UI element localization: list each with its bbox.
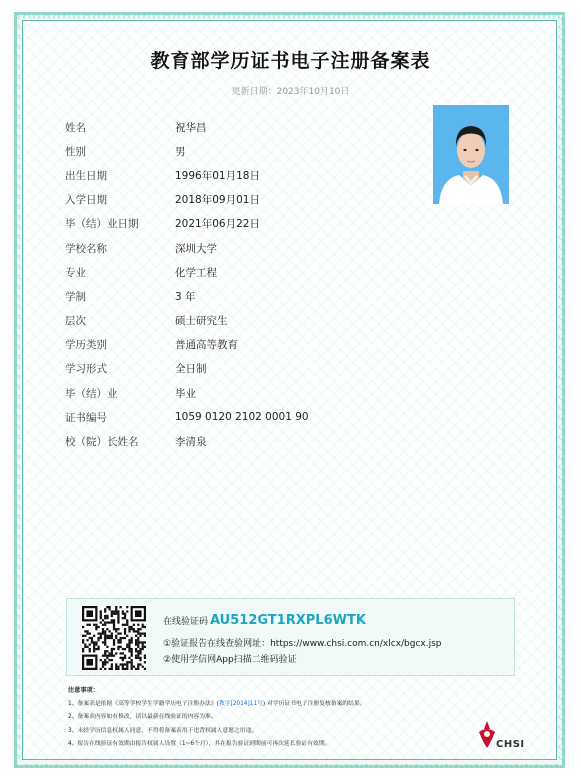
field-row-graduation-status — [65, 381, 309, 405]
notes-title: 注意事项： — [68, 687, 99, 694]
note-item-4: 4、报告在线验证有效期由报告权属人设置（1~6个月），其在报告验证到期前可再次延长验证有效期。 — [68, 741, 331, 747]
field-value: 硕士研究生 — [175, 315, 228, 328]
note-text: 1、备案表是依据《高等学校学生学籍学历电子注册办法》( — [68, 700, 219, 707]
field-label: 姓名 — [65, 121, 86, 134]
field-row-name — [65, 115, 309, 139]
field-value: 2021年06月22日 — [175, 218, 260, 231]
field-value: 毕业 — [175, 387, 196, 400]
field-label: 入学日期 — [65, 194, 107, 207]
field-value: 祝华昌 — [175, 121, 207, 134]
note-text: ) 对学历证书电子注册复核备案的结果。 — [262, 700, 366, 707]
note-item-2: 2、备案表内容如有修改，请以最新在线验证的内容为准。 — [68, 714, 217, 720]
field-label: 毕（结）业日期 — [65, 218, 139, 231]
update-date: 更新日期：2023年10月10日 — [231, 87, 350, 97]
note-item-3: 3、未经学历信息权属人同意，不得将备案表用于违背权属人意愿之用途。 — [68, 727, 258, 734]
field-value: 1996年01月18日 — [175, 169, 260, 182]
field-value: 普通高等教育 — [175, 339, 238, 352]
field-label: 层次 — [65, 315, 86, 328]
field-row-gender — [65, 139, 309, 163]
field-label: 校（院）长姓名 — [65, 436, 139, 449]
field-label: 学历类别 — [65, 339, 107, 352]
chsi-logo-icon — [476, 720, 498, 750]
field-value: 深圳大学 — [175, 242, 217, 255]
field-label: 学习形式 — [65, 363, 107, 376]
verification-code: AU512GT1RXPL6WTK — [210, 613, 366, 628]
field-row-certificate-number — [65, 405, 309, 429]
field-label: 性别 — [65, 145, 86, 158]
record-fields — [65, 115, 309, 454]
field-value: 1059 0120 2102 0001 90 — [175, 411, 309, 424]
field-row-birth-date — [65, 163, 309, 187]
field-value: 3 年 — [175, 290, 196, 303]
field-row-graduation-date — [65, 212, 309, 236]
field-row-school — [65, 236, 309, 260]
student-photo — [433, 105, 509, 204]
field-value: 全日制 — [175, 363, 207, 376]
field-label: 毕（结）业 — [65, 387, 118, 400]
verification-url-line: ①验证报告在线查验网址：https://www.chsi.com.cn/xlcx/bgcx.jsp — [163, 639, 442, 649]
field-label: 证书编号 — [65, 411, 107, 424]
field-row-study-mode — [65, 357, 309, 381]
qr-code-icon[interactable] — [82, 606, 146, 670]
online-verification-panel — [66, 598, 515, 676]
field-row-major — [65, 260, 309, 284]
field-label: 专业 — [65, 266, 86, 279]
chsi-logo-text: CHSI — [496, 739, 525, 750]
field-value: 2018年09月01日 — [175, 194, 260, 207]
field-value: 男 — [175, 145, 186, 158]
document-title: 教育部学历证书电子注册备案表 — [150, 50, 431, 72]
verification-app-line: ②使用学信网App扫描二维码验证 — [163, 655, 297, 665]
field-row-education-type — [65, 333, 309, 357]
field-value: 李清泉 — [175, 436, 207, 449]
regulation-link[interactable]: 教学[2014]11号 — [218, 700, 263, 707]
field-label: 出生日期 — [65, 169, 107, 182]
verification-code-line — [163, 613, 366, 628]
field-label: 学制 — [65, 290, 86, 303]
verification-code-label: 在线验证码 — [163, 617, 209, 627]
field-row-level — [65, 309, 309, 333]
field-label: 学校名称 — [65, 242, 107, 255]
person-avatar-icon — [433, 105, 509, 204]
field-row-president-name — [65, 429, 309, 453]
field-value: 化学工程 — [175, 266, 217, 279]
field-row-enrollment-date — [65, 188, 309, 212]
field-row-duration — [65, 284, 309, 308]
notes-section — [68, 684, 366, 752]
note-item-1 — [68, 698, 366, 712]
